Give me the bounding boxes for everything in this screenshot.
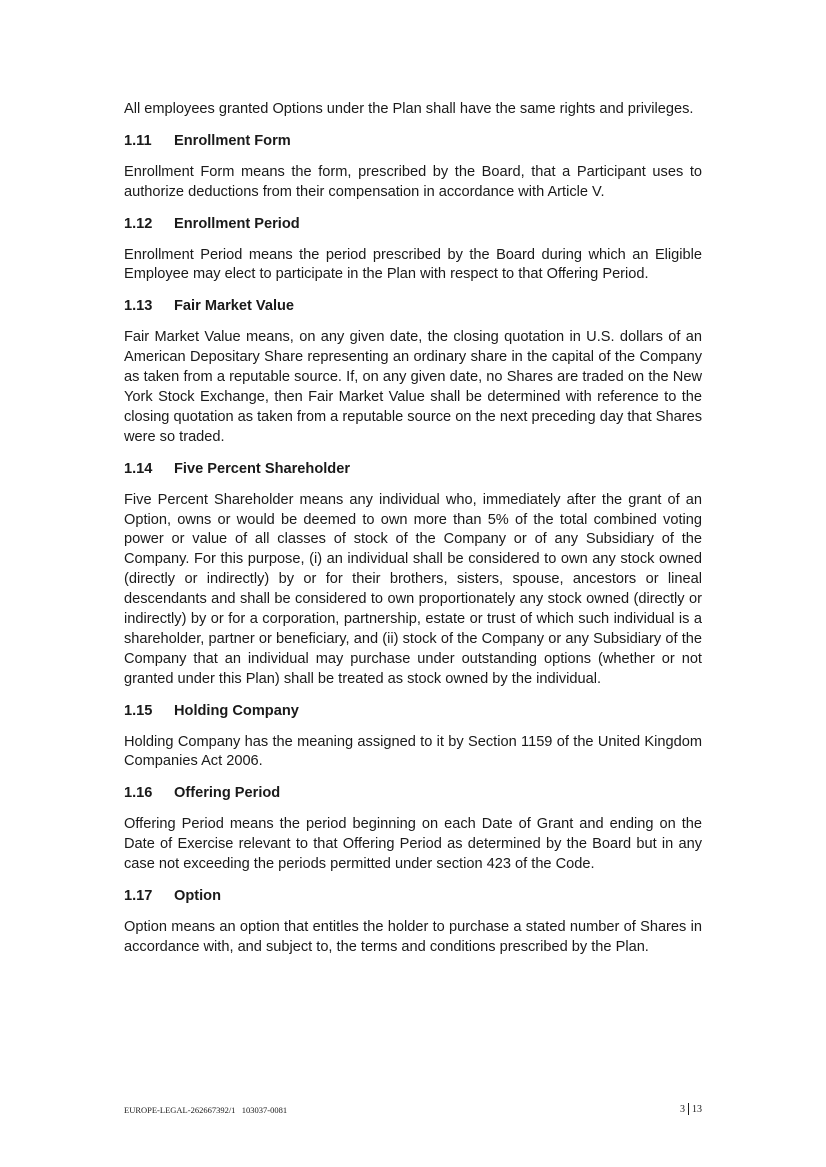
section-number: 1.11 bbox=[124, 132, 152, 149]
section-body: Option means an option that entitles the holder to purchase a stated number of Shares in accordance with, and subject to, the terms and conditions prescribed by the Plan. bbox=[124, 918, 702, 955]
section-body: Five Percent Shareholder means any individual who, immediately after the grant of an Option, owns or would be deemed to own more than 5% of the total combined voting power or value of all classes of stock of the Company or of any Subsidiary of the Company. For this purpose, (i) an individual shall be considered to own any stock owned (directly or indirectly) by or for their brothers, sisters, spouse, ancestors or lineal descendants and shall be considered to own proportionately any stock owned (directly or indirectly) by or for a corporation, partnership, estate or trust of which such individual is a shareholder, partner or beneficiary, and (ii) stock of the Company or any Subsidiary of the Company that an individual may purchase under outstanding options (whether or not granted under this Plan) shall be treated as stock owned by the individual. bbox=[124, 491, 702, 687]
section-heading bbox=[124, 132, 702, 152]
section-body: Enrollment Period means the period prescribed by the Board during which an Eligible Employee may elect to participate in the Plan with respect to that Offering Period. bbox=[124, 246, 702, 283]
section-title: Enrollment Period bbox=[174, 215, 300, 232]
section-body: Holding Company has the meaning assigned to it by Section 1159 of the United Kingdom Companies Act 2006. bbox=[124, 733, 702, 770]
intro-paragraph: All employees granted Options under the Plan shall have the same rights and privileges. bbox=[124, 101, 694, 117]
page-number bbox=[680, 1103, 702, 1115]
document-reference: EUROPE-LEGAL-262667392/1 103037-0081 bbox=[124, 1105, 288, 1115]
section-heading bbox=[124, 784, 702, 804]
section-heading bbox=[124, 702, 702, 722]
page-separator bbox=[688, 1103, 689, 1115]
section-title: Holding Company bbox=[174, 702, 299, 719]
section-heading bbox=[124, 460, 702, 480]
section-title: Enrollment Form bbox=[174, 132, 291, 149]
section-1-17 bbox=[124, 887, 702, 958]
section-number: 1.15 bbox=[124, 702, 153, 719]
section-heading bbox=[124, 215, 702, 235]
section-title: Offering Period bbox=[174, 785, 281, 802]
section-heading bbox=[124, 297, 702, 317]
section-number: 1.17 bbox=[124, 888, 153, 904]
section-number: 1.16 bbox=[124, 785, 153, 802]
document-page bbox=[124, 100, 702, 958]
section-title: Option bbox=[174, 888, 222, 904]
section-1-11 bbox=[124, 132, 702, 203]
section-body: Enrollment Form means the form, prescribed by the Board, that a Participant uses to authorize deductions from their compensation in accordance with Article V. bbox=[124, 163, 702, 200]
section-title: Fair Market Value bbox=[174, 298, 295, 315]
section-1-12 bbox=[124, 215, 702, 286]
section-1-14 bbox=[124, 460, 702, 690]
section-1-15 bbox=[124, 702, 702, 773]
section-number: 1.14 bbox=[124, 460, 153, 477]
section-1-13 bbox=[124, 297, 702, 447]
section-number: 1.13 bbox=[124, 298, 153, 315]
section-title: Five Percent Shareholder bbox=[174, 460, 351, 477]
page-current: 3 bbox=[680, 1103, 685, 1115]
section-number: 1.12 bbox=[124, 215, 153, 232]
page-total: 13 bbox=[692, 1103, 702, 1115]
section-1-16 bbox=[124, 784, 702, 875]
section-heading bbox=[124, 887, 702, 907]
section-body: Offering Period means the period beginning on each Date of Grant and ending on the Date of Exercise relevant to that Offering Period as determined by the Board but in any case not exceeding the periods permitted under section 423 of the Code. bbox=[124, 816, 702, 873]
section-body: Fair Market Value means, on any given date, the closing quotation in U.S. dollars of an American Depositary Share representing an ordinary share in the capital of the Company as taken from a reputable source. If, on any given date, no Shares are traded on the New York Stock Exchange, then Fair Market Value shall be determined with reference to the closing quotation as taken from a reputable source on the next preceding day that Shares were so traded. bbox=[124, 329, 702, 445]
